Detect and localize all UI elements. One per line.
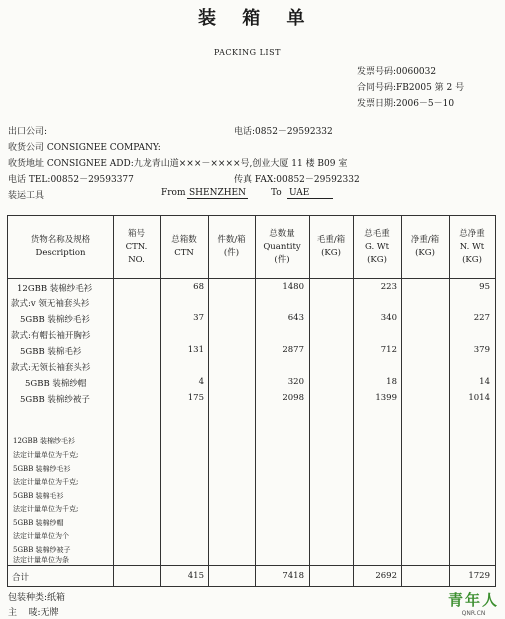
to-value: UAE: [287, 188, 333, 199]
logo-url: QNR.CN: [461, 610, 486, 617]
row-ctn: 37: [193, 313, 204, 323]
to-label: To: [271, 188, 282, 198]
row-quantity: 643: [287, 313, 304, 323]
note-line: 法定计量单位为条: [13, 556, 69, 564]
row-description: 款式:有帽长袖开胸衫: [11, 331, 91, 341]
total-gross-weight: 2692: [375, 571, 397, 581]
col-divider: [113, 216, 114, 586]
note-line: 5GBB 装棉纱帽: [13, 519, 64, 527]
header-ctn: 总箱数 CTN: [171, 235, 197, 258]
from-value: SHENZHEN: [189, 188, 247, 198]
total-quantity: 7418: [282, 571, 304, 581]
row-description: 5GBB 装棉毛衫: [20, 347, 82, 357]
header-box-no: 箱号 CTN. NO.: [125, 229, 148, 265]
row-net-weight: 227: [473, 313, 490, 323]
row-net-weight: 95: [479, 282, 490, 292]
row-ctn: 68: [193, 282, 204, 292]
row-gross-weight: 223: [380, 282, 397, 292]
note-line: 12GBB 装棉纱毛衫: [13, 437, 76, 445]
row-gross-weight: 1399: [375, 393, 397, 403]
row-description: 5GBB 装棉纱毛衫: [20, 315, 90, 325]
header-description: 货物名称及规格 Description: [30, 235, 91, 258]
header-divider: [8, 278, 495, 279]
shipping-mark: 主 唛:无牌: [8, 608, 59, 618]
row-quantity: 2877: [282, 345, 304, 355]
watermark-logo: [448, 589, 499, 617]
row-ctn: 175: [187, 393, 204, 403]
total-divider: [8, 565, 495, 566]
packing-type: 包装种类:纸箱: [8, 593, 66, 603]
consignee-fax: 传真 FAX:00852－29592332: [234, 175, 360, 185]
row-net-weight: 14: [479, 377, 490, 387]
row-net-weight: 379: [473, 345, 490, 355]
row-ctn: 4: [198, 377, 204, 387]
consignee-address: 收货地址 CONSIGNEE ADD:九龙青山道×××－××××号,创业大厦 11 楼 B09 室: [8, 159, 348, 169]
contract-number: 合同号码:FB2005 第 2 号: [357, 83, 465, 93]
col-divider: [309, 216, 310, 586]
note-line: 法定计量单位为千克;: [13, 478, 79, 486]
consignee-company: 收货公司 CONSIGNEE COMPANY:: [8, 143, 161, 153]
row-quantity: 320: [287, 377, 304, 387]
header-gw-per-box: 毛重/箱 (KG): [316, 235, 346, 258]
note-line: 法定计量单位为千克;: [13, 505, 79, 513]
row-quantity: 2098: [282, 393, 304, 403]
invoice-date: 发票日期:2006－5－10: [357, 99, 455, 109]
row-description: 款式:v 领无袖套头衫: [11, 299, 90, 309]
row-gross-weight: 712: [380, 345, 397, 355]
col-divider: [208, 216, 209, 586]
exporter-label: 出口公司:: [8, 127, 48, 137]
row-gross-weight: 340: [380, 313, 397, 323]
header-pieces-per-box: 件数/箱 (件): [217, 235, 246, 258]
note-line: 法定计量单位为个: [13, 532, 69, 540]
packing-table: [7, 215, 496, 587]
document-subtitle: PACKING LIST: [214, 48, 281, 57]
row-ctn: 131: [187, 345, 204, 355]
consignee-tel: 电话 TEL:00852－29593377: [8, 175, 134, 185]
total-net-weight: 1729: [468, 571, 490, 581]
col-divider: [401, 216, 402, 586]
row-description: 12GBB 装棉纱毛衫: [17, 284, 93, 294]
header-quantity: 总数量 Quantity (件): [263, 229, 301, 265]
note-line: 法定计量单位为千克;: [13, 451, 79, 459]
header-gross-weight: 总毛重 G. Wt (KG): [364, 229, 390, 265]
row-quantity: 1480: [282, 282, 304, 292]
row-gross-weight: 18: [386, 377, 397, 387]
note-line: 5GBB 装棉纱被子: [13, 546, 71, 554]
from-label: From: [161, 188, 186, 198]
header-nw-per-box: 净重/箱 (KG): [410, 235, 440, 258]
total-ctn: 415: [187, 571, 204, 581]
note-line: 5GBB 装棉毛衫: [13, 492, 64, 500]
row-description: 5GBB 装棉纱帽: [25, 379, 87, 389]
document-title: 装 箱 单: [198, 8, 315, 29]
total-label: 合计: [12, 573, 30, 583]
transport-label: 装运工具: [8, 191, 45, 201]
exporter-phone: 电话:0852－29592332: [234, 127, 333, 137]
row-description: 款式:无领长袖套头衫: [11, 363, 91, 373]
invoice-number: 发票号码:0060032: [357, 67, 437, 77]
header-net-weight: 总净重 N. Wt (KG): [459, 229, 485, 265]
note-line: 5GBB 装棉纱毛衫: [13, 465, 71, 473]
row-description: 5GBB 装棉纱被子: [20, 395, 90, 405]
row-net-weight: 1014: [468, 393, 490, 403]
logo-text: 青年人: [447, 591, 499, 609]
